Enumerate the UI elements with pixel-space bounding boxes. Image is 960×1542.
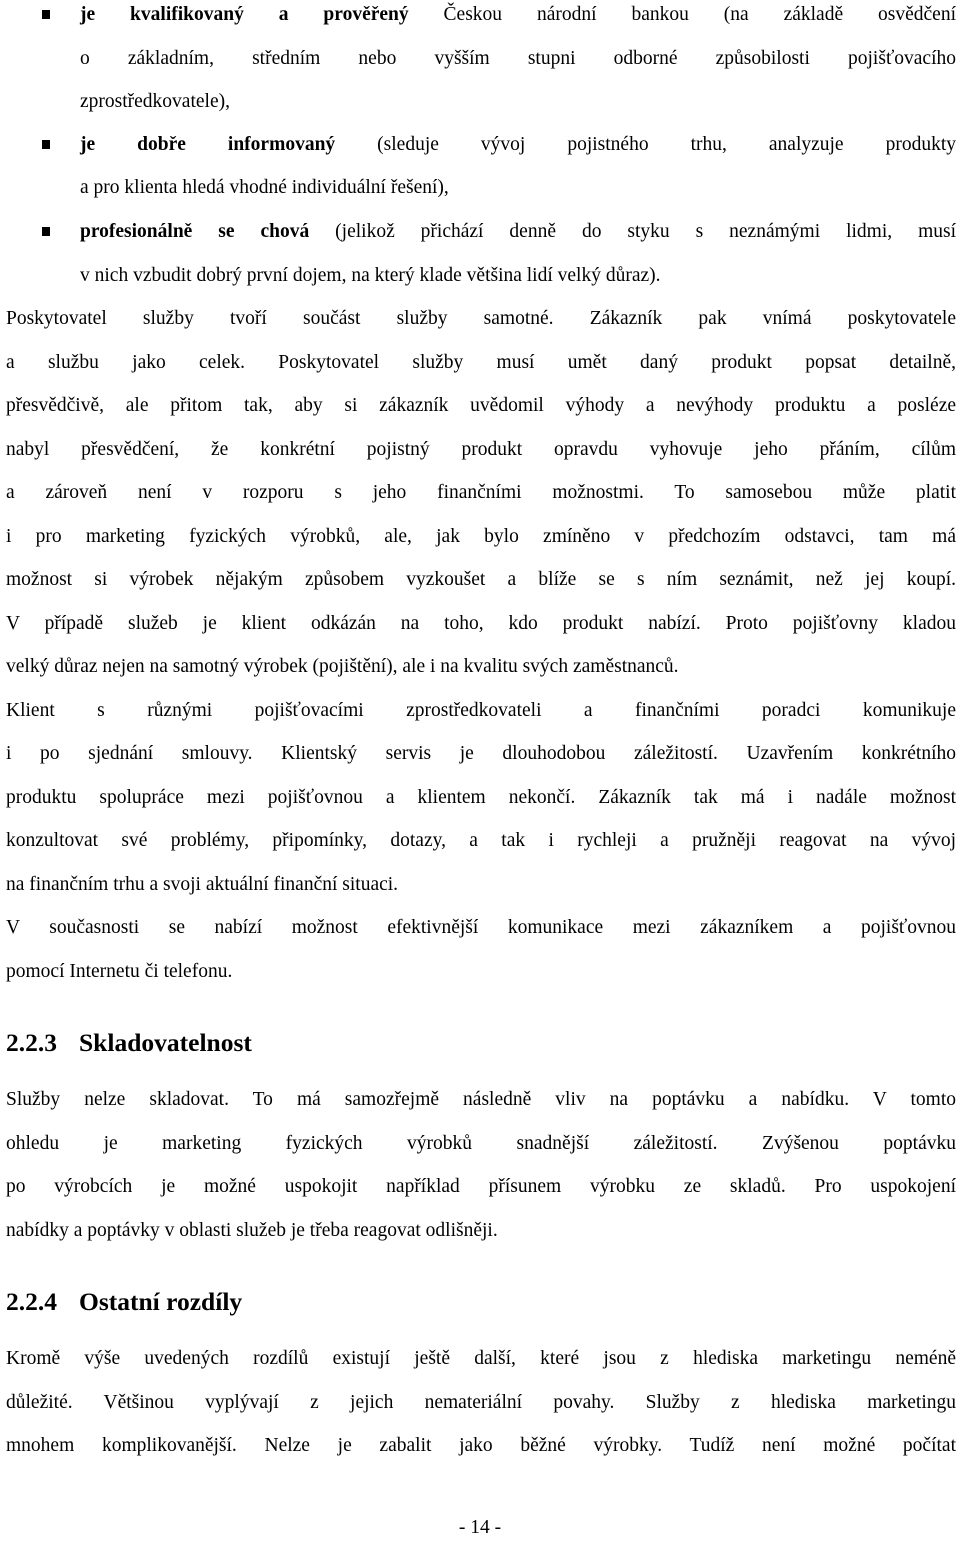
paragraph-line: V současnosti se nabízí možnost efektivnější komunikace mezi zákazníkem a pojišťovnou [6,917,956,938]
section-number: 2.2.3 [6,1028,57,1057]
paragraph-line: nabídky a poptávky v oblasti služeb je třeba reagovat odlišněji. [6,1220,498,1241]
paragraph-line: Kromě výše uvedených rozdílů existují ještě další, které jsou z hlediska marketingu neméně [6,1348,956,1369]
paragraph-line: Klient s různými pojišťovacími zprostředkovateli a finančními poradci komunikuje [6,700,956,721]
bullet-marker [42,227,50,236]
bullet-line: profesionálně se chová (jelikož přichází denně do styku s neznámými lidmi, musí [80,221,956,242]
section-number: 2.2.4 [6,1287,57,1316]
paragraph-line: mnohem komplikovanější. Nelze je zabalit jako běžné výrobky. Tudíž není možné počítat [6,1435,956,1456]
paragraph-line: velký důraz nejen na samotný výrobek (pojištění), ale i na kvalitu svých zaměstnanců. [6,656,679,677]
paragraph-line: konzultovat své problémy, připomínky, dotazy, a tak i rychleji a pružněji reagovat na vývoj [6,830,956,851]
bullet-marker [42,10,50,19]
bullet-line: a pro klienta hledá vhodné individuální řešení), [80,177,449,198]
paragraph-line: důležité. Většinou vyplývají z jejich nemateriální povahy. Služby z hlediska marketingu [6,1392,956,1413]
paragraph-line: i po sjednání smlouvy. Klientský servis je dlouhodobou záležitostí. Uzavřením konkrétního [6,743,956,764]
paragraph-line: a zároveň není v rozporu s jeho finančními možnostmi. To samosebou může platit [6,482,956,503]
paragraph-line: ohledu je marketing fyzických výrobků snadnější záležitostí. Zvýšenou poptávku [6,1133,956,1154]
paragraph-line: přesvědčivě, ale přitom tak, aby si zákazník uvědomil výhody a nevýhody produktu a posléze [6,395,956,416]
paragraph-line: a službu jako celek. Poskytovatel služby musí umět daný produkt popsat detailně, [6,352,956,373]
section-title: Ostatní rozdíly [79,1287,243,1316]
paragraph-line: možnost si výrobek nějakým způsobem vyzkoušet a blíže se s ním seznámit, než jej koupí. [6,569,956,590]
section-heading [6,1285,242,1319]
paragraph-line: na finančním trhu a svoji aktuální finanční situaci. [6,874,399,895]
bullet-line: zprostředkovatele), [80,91,230,112]
paragraph-line: i pro marketing fyzických výrobků, ale, jak bylo zmíněno v předchozím odstavci, tam má [6,526,956,547]
paragraph-line: nabyl přesvědčení, že konkrétní pojistný produkt opravdu vyhovuje jeho přáním, cílům [6,439,956,460]
bullet-line: o základním, středním nebo vyšším stupni odborné způsobilosti pojišťovacího [80,48,956,69]
section-title: Skladovatelnost [79,1028,252,1057]
bullet-line: je dobře informovaný (sleduje vývoj pojistného trhu, analyzuje produkty [80,134,957,155]
bullet-line: v nich vzbudit dobrý první dojem, na který klade většina lidí velký důraz). [80,265,661,286]
paragraph-line: Poskytovatel služby tvoří součást služby samotné. Zákazník pak vnímá poskytovatele [6,308,956,329]
paragraph-line: pomocí Internetu či telefonu. [6,961,233,982]
paragraph-line: produktu spolupráce mezi pojišťovnou a klientem nekončí. Zákazník tak má i nadále možnost [6,787,956,808]
page-number: - 14 - [458,1517,502,1538]
paragraph-line: Služby nelze skladovat. To má samozřejmě následně vliv na poptávku a nabídku. V tomto [6,1089,956,1110]
paragraph-line: V případě služeb je klient odkázán na toho, kdo produkt nabízí. Proto pojišťovny kladou [6,613,956,634]
paragraph-line: po výrobcích je možné uspokojit například přísunem výrobku ze skladů. Pro uspokojení [6,1176,956,1197]
bullet-marker [42,140,50,149]
bullet-line: je kvalifikovaný a prověřený Českou národní bankou (na základě osvědčení [80,4,956,25]
section-heading [6,1026,252,1060]
